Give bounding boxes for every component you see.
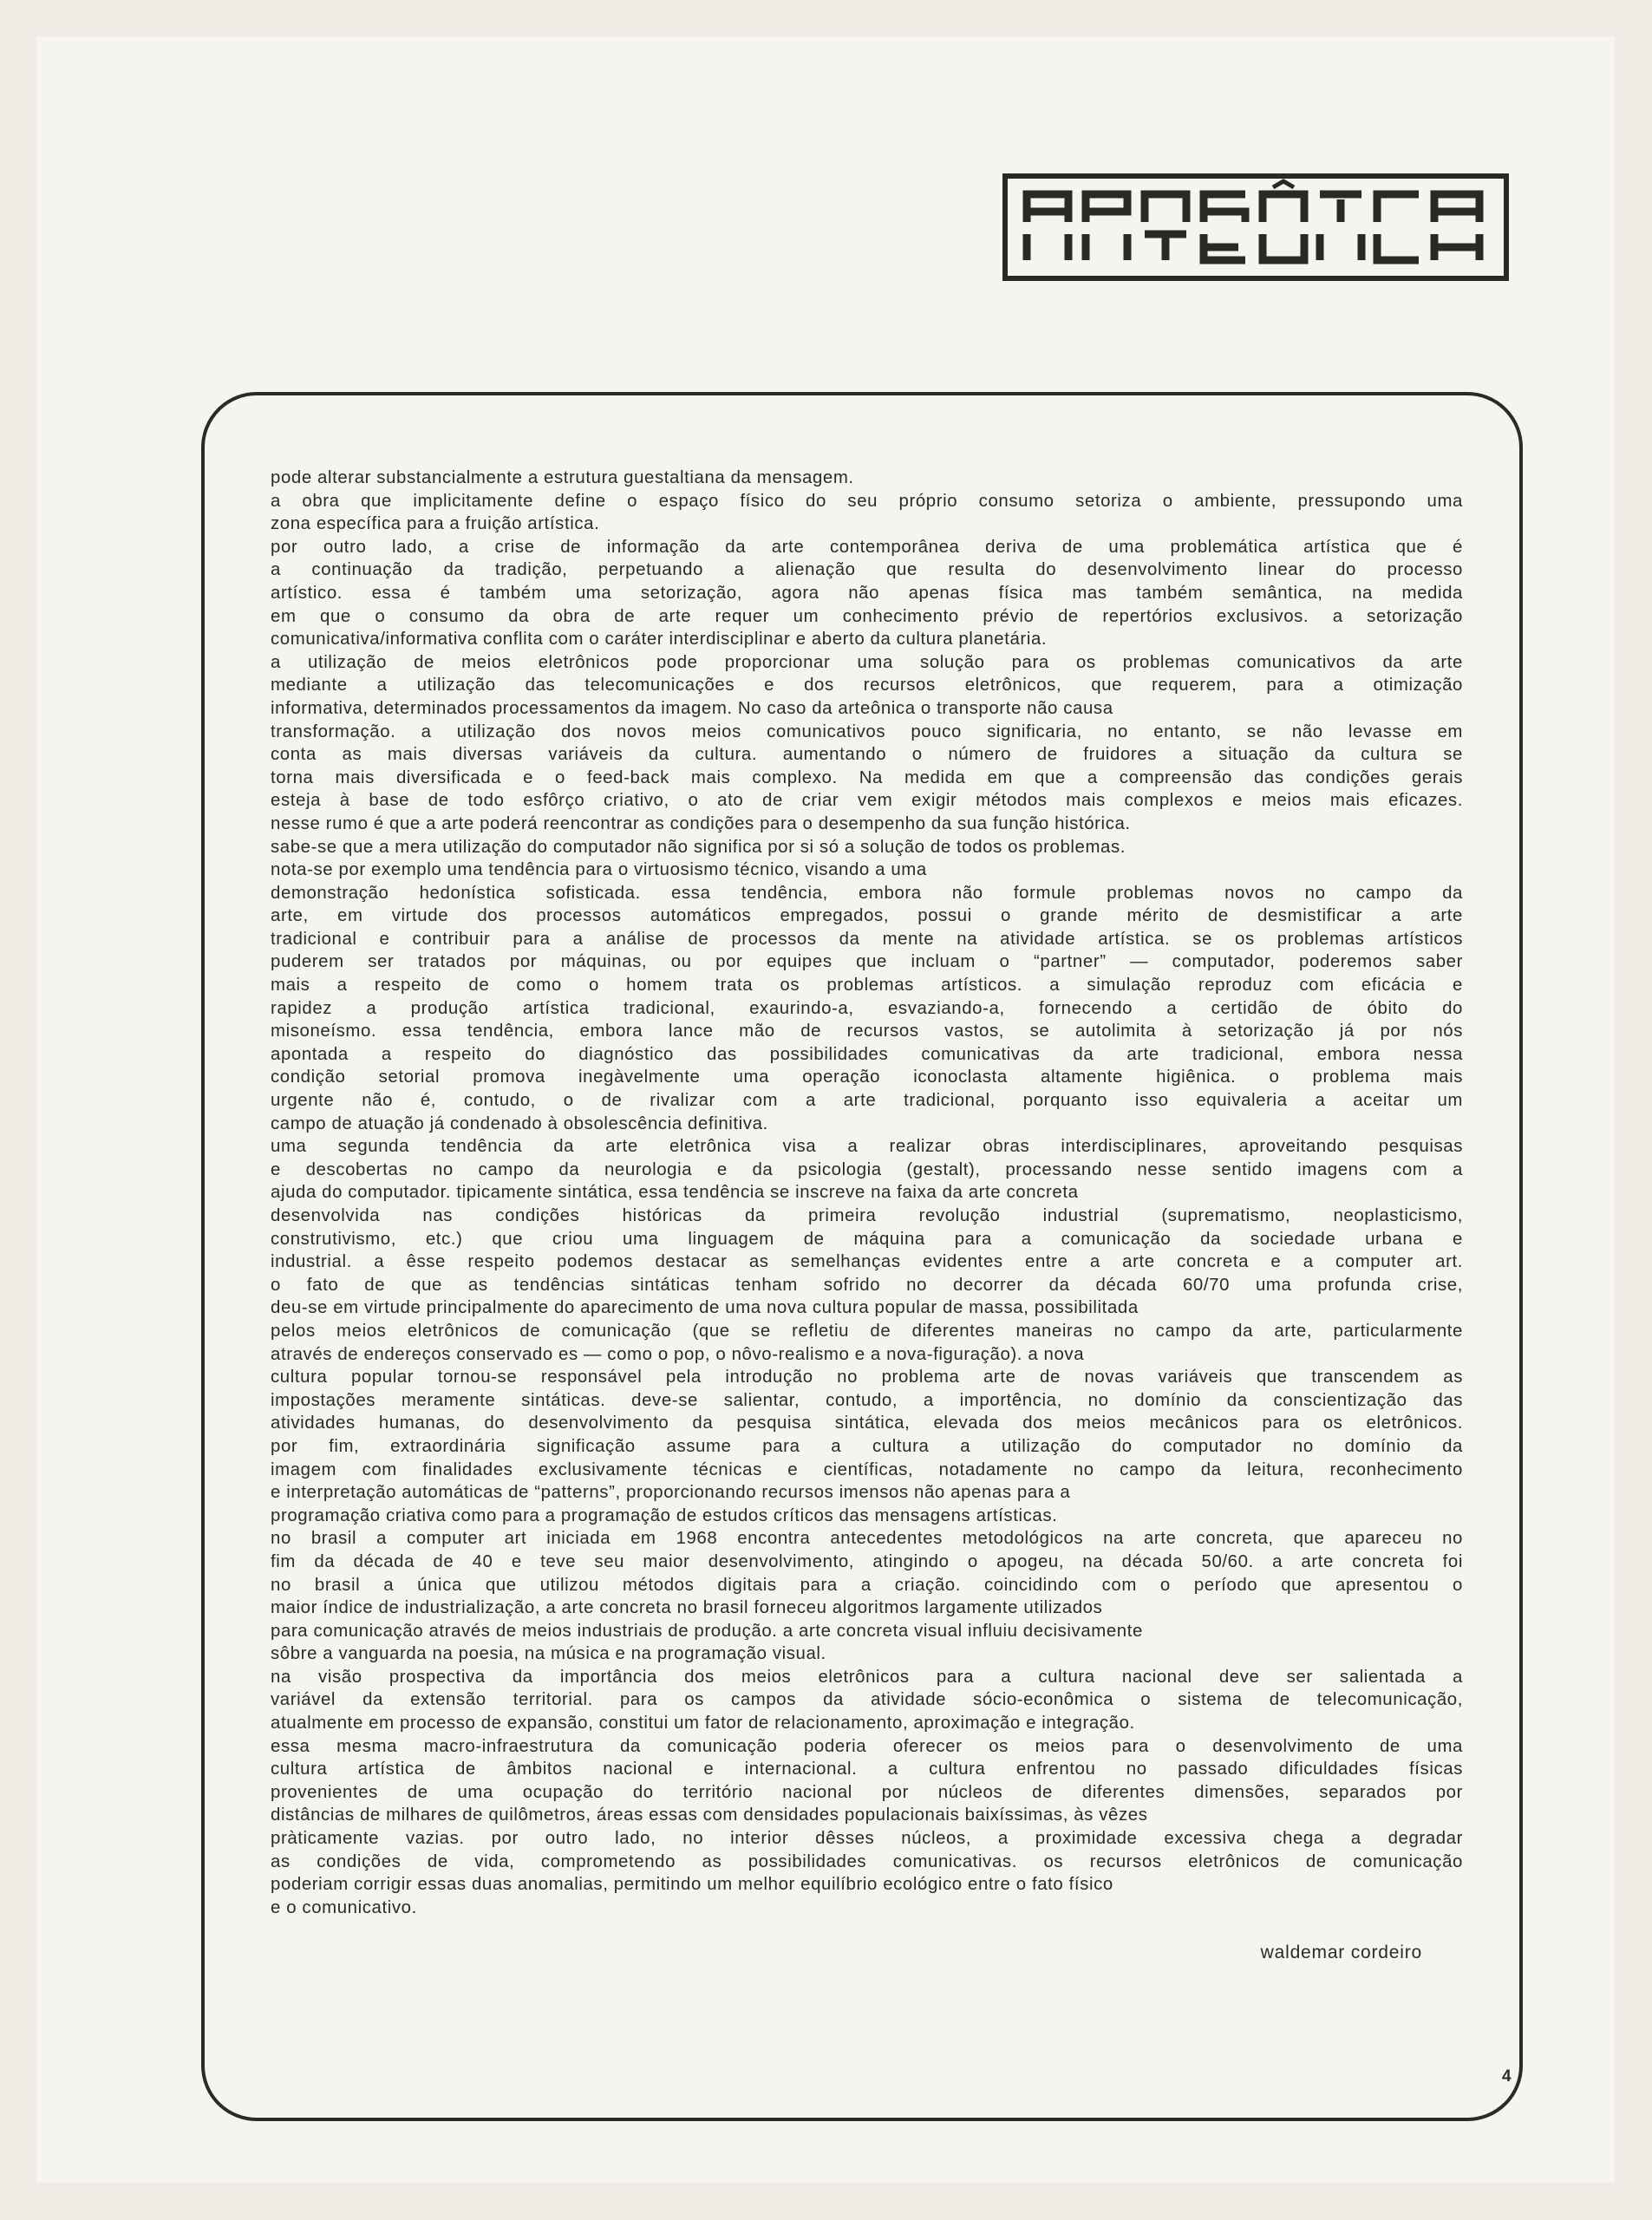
article-line: rapidez a produção artística tradicional, exaurindo-a, esvaziando-a, fornecendo a certidão de óbito do: [271, 998, 1463, 1018]
article-line: urgente não é, contudo, o de rivalizar com a arte tradicional, porquanto isso equivaleria a aceitar um: [271, 1091, 1463, 1111]
article-line: na visão prospectiva da importância dos meios eletrônicos para a cultura nacional deve ser salientada a: [271, 1667, 1463, 1687]
article-line: mediante a utilização das telecomunicações e dos recursos eletrônicos, que requerem, para a otimização: [271, 676, 1463, 695]
article-line: ajuda do computador. tipicamente sintática, essa tendência se inscreve na faixa da arte concreta: [271, 1183, 1079, 1203]
article-line: apontada a respeito do diagnóstico das possibilidades comunicativas da arte tradicional, embora nessa: [271, 1044, 1463, 1064]
article-line: misoneísmo. essa tendência, embora lance mão de recursos vastos, se autolimita à setorização já por nós: [271, 1022, 1463, 1041]
article-line: conta as mais diversas variáveis da cultura. aumentando o número de fruidores a situação da cultura se: [271, 745, 1463, 765]
article-line: essa mesma macro-infraestrutura da comunicação poderia oferecer os meios para o desenvolvimento de uma: [271, 1736, 1463, 1756]
article-line: para comunicação através de meios industriais de produção. a arte concreta visual influiu decisivamente: [271, 1621, 1143, 1641]
article-line: mais a respeito de como o homem trata os problemas artísticos. a simulação reproduz com eficácia e: [271, 976, 1463, 996]
article-line: industrial. a êsse respeito podemos destacar as semelhanças evidentes entre a arte concreta e a computer art.: [271, 1252, 1463, 1272]
article-line: programação criativa como para a programação de estudos críticos das mensagens artísticas.: [271, 1505, 1058, 1525]
article-line: variável da extensão territorial. para os campos da atividade sócio-econômica o sistema de telecomunicação,: [271, 1690, 1463, 1710]
article-line: distâncias de milhares de quilômetros, áreas essas com densidades populacionais baixíssimas, às vêzes: [271, 1805, 1148, 1825]
article-line: provenientes de uma ocupação do território nacional por núcleos de diferentes dimensões, separados por: [271, 1782, 1463, 1802]
article-line: artístico. essa é também uma setorização, agora não apenas física mas também semântica, na medida: [271, 583, 1463, 603]
article-line: desenvolvida nas condições históricas da primeira revolução industrial (suprematismo, neoplasticismo,: [271, 1206, 1463, 1225]
article-line: através de endereços conservado es — como o pop, o nôvo-realismo e a nova-figuração). a nova: [271, 1344, 1085, 1364]
article-line: poderiam corrigir essas duas anomalias, permitindo um melhor equilíbrio ecológico entre o fato físico: [271, 1875, 1113, 1895]
article-line: pràticamente vazias. por outro lado, no interior dêsses núcleos, a proximidade excessiva chega a degradar: [271, 1829, 1463, 1849]
article-line: nota-se por exemplo uma tendência para o virtuosismo técnico, visando a uma: [271, 860, 927, 880]
article-line: sabe-se que a mera utilização do computador não significa por si só a solução de todos os problemas.: [271, 837, 1126, 857]
article-line: e o comunicativo.: [271, 1897, 417, 1917]
article-line: no brasil a única que utilizou métodos digitais para a criação. coincidindo com o período que apresentou o: [271, 1575, 1463, 1595]
arteonica-logo: [1002, 173, 1509, 281]
article-line: por fim, extraordinária significação assume para a cultura a utilização do computador no domínio da: [271, 1436, 1463, 1456]
article-line: cultura artística de âmbitos nacional e internacional. a cultura enfrentou no passado dificuldades físicas: [271, 1760, 1463, 1779]
article-line: por outro lado, a crise de informação da arte contemporânea deriva de uma problemática artística que é: [271, 537, 1463, 557]
article-line: e descobertas no campo da neurologia e da psicologia (gestalt), processando nesse sentido imagens com a: [271, 1159, 1463, 1179]
article-line: pode alterar substancialmente a estrutura guestaltiana da mensagem.: [271, 468, 854, 487]
article-line: a obra que implicitamente define o espaço físico do seu próprio consumo setoriza o ambiente, pressupondo uma: [271, 491, 1463, 511]
author-signature: waldemar cordeiro: [1260, 1942, 1422, 1962]
article-line: tradicional e contribuir para a análise de processos da mente na atividade artística. se os problemas artísticos: [271, 929, 1463, 949]
article-line: uma segunda tendência da arte eletrônica visa a realizar obras interdisciplinares, aproveitando pesquisas: [271, 1137, 1463, 1157]
article-line: fim da década de 40 e teve seu maior desenvolvimento, atingindo o apogeu, na década 50/60. a arte concreta foi: [271, 1551, 1463, 1571]
article-line: a continuação da tradição, perpetuando a alienação que resulta do desenvolvimento linear do processo: [271, 560, 1463, 580]
article-line: pelos meios eletrônicos de comunicação (que se refletiu de diferentes maneiras no campo da arte, particularmente: [271, 1321, 1463, 1341]
article-line: esteja à base de todo esfôrço criativo, o ato de criar vem exigir métodos mais complexos e meios mais eficazes.: [271, 791, 1463, 811]
article-line: arte, em virtude dos processos automáticos empregados, possui o grande mérito de desmistificar a arte: [271, 906, 1463, 926]
article-line: cultura popular tornou-se responsável pela introdução no problema arte de novas variáveis que transcendem as: [271, 1368, 1463, 1388]
article-line: puderem ser tratados por máquinas, ou por equipes que incluam o “partner” — computador, poderemos saber: [271, 952, 1463, 972]
article-line: construtivismo, etc.) que criou uma linguagem de máquina para a comunicação da sociedade urbana e: [271, 1229, 1463, 1249]
article-line: nesse rumo é que a arte poderá reencontrar as condições para o desempenho da sua função histórica.: [271, 813, 1131, 833]
article-line: maior índice de industrialização, a arte concreta no brasil forneceu algoritmos largamente utilizados: [271, 1598, 1103, 1618]
article-line: informativa, determinados processamentos da imagem. No caso da arteônica o transporte não causa: [271, 698, 1113, 718]
page-number: 4: [1502, 2067, 1512, 2086]
article-line: em que o consumo da obra de arte requer um conhecimento prévio de repertórios exclusivos. a setorização: [271, 606, 1463, 626]
article-line: comunicativa/informativa conflita com o caráter interdisciplinar e aberto da cultura planetária.: [271, 630, 1048, 650]
article-line: a utilização de meios eletrônicos pode proporcionar uma solução para os problemas comunicativos da arte: [271, 652, 1463, 672]
article-line: as condições de vida, comprometendo as possibilidades comunicativas. os recursos eletrônicos de comunicação: [271, 1851, 1463, 1871]
article-line: no brasil a computer art iniciada em 1968 encontra antecedentes metodológicos na arte concreta, que apareceu no: [271, 1529, 1463, 1549]
article-line: sôbre a vanguarda na poesia, na música e na programação visual.: [271, 1644, 826, 1664]
article-line: torna mais diversificada e o feed-back mais complexo. Na medida em que a compreensão das condições gerais: [271, 767, 1463, 787]
article-line: imagem com finalidades exclusivamente técnicas e científicas, notadamente no campo da leitura, reconhecimento: [271, 1459, 1463, 1479]
article-line: e interpretação automáticas de “patterns”, proporcionando recursos imensos não apenas para a: [271, 1483, 1071, 1503]
article-line: impostações meramente sintáticas. deve-se salientar, contudo, a importência, no domínio da conscientização das: [271, 1390, 1463, 1410]
article-line: transformação. a utilização dos novos meios comunicativos pouco significaria, no entanto, se não levasse em: [271, 722, 1463, 741]
article-line: atividades humanas, do desenvolvimento da pesquisa sintática, elevada dos meios mecânicos para os eletrônicos.: [271, 1414, 1463, 1433]
article-line: campo de atuação já condenado à obsolescência definitiva.: [271, 1113, 768, 1133]
article-line: condição setorial promova inegàvelmente uma operação iconoclasta altamente higiênica. o problema mais: [271, 1068, 1463, 1087]
article-line: o fato de que as tendências sintáticas tenham sofrido no decorrer da década 60/70 uma profunda crise,: [271, 1275, 1463, 1295]
article-line: deu-se em virtude principalmente do aparecimento de uma nova cultura popular de massa, possibilitada: [271, 1298, 1139, 1318]
article-line: demonstração hedonística sofisticada. essa tendência, embora não formule problemas novos no campo da: [271, 883, 1463, 903]
article-line: zona específica para a fruição artística.: [271, 514, 600, 534]
article-body: [271, 467, 1463, 1919]
article-line: atualmente em processo de expansão, constitui um fator de relacionamento, aproximação e integração.: [271, 1714, 1135, 1734]
